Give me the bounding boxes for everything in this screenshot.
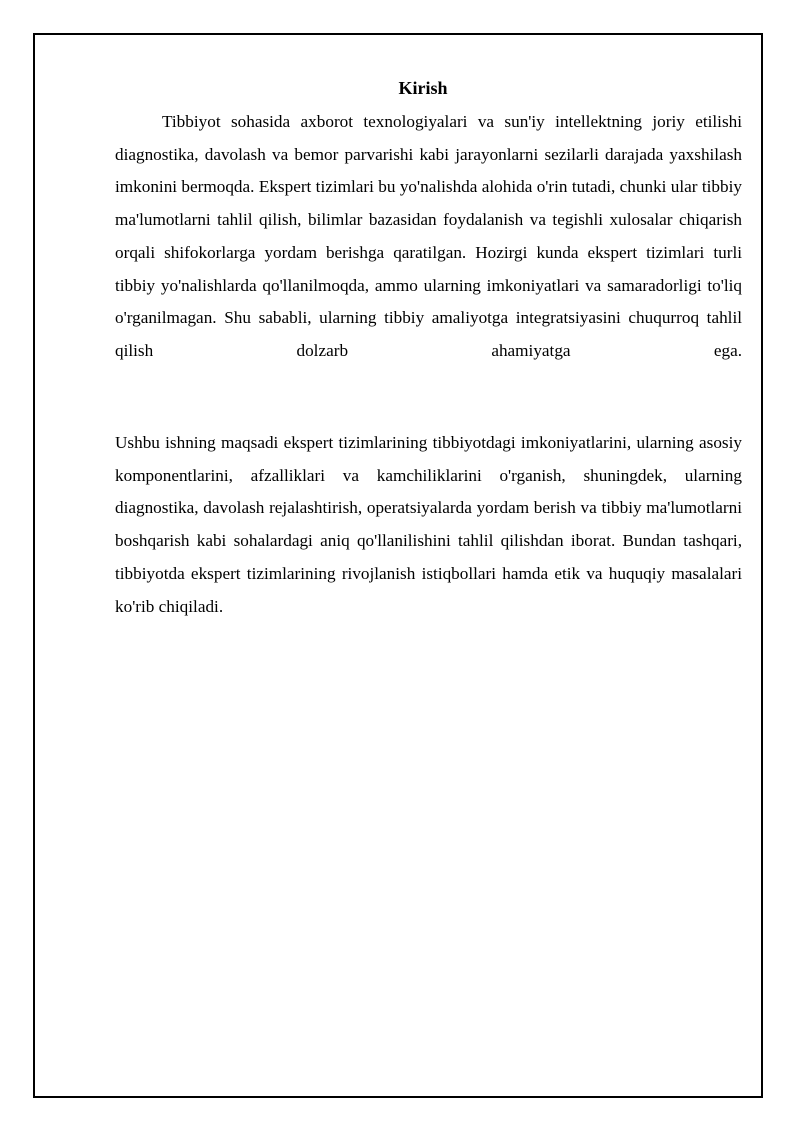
page-title: Kirish bbox=[398, 78, 448, 98]
intro-paragraph: Tibbiyot sohasida axborot texnologiyalari va sun'iy intellektning joriy etilishi diagnostika, davolash va bemor parvarishi kabi jarayonlarni sezilarli darajada yaxshilash imkonini bermoqda. Ekspert tizimlari bu yo'nalishda alohida o'rin tutadi, chunki ular tibbiy ma'lumotlarni tahlil qilish, bilimlar bazasidan foydalanish va tegishli xulosalar chiqarish orqali shifokorlarga yordam berishga qaratilgan. Hozirgi kunda ekspert tizimlari turli tibbiy yo'nalishlarda qo'llanilmoqda, ammo ularning imkoniyatlari va samaradorligi to'liq o'rganilmagan. Shu sababli, ularning tibbiy amaliyotga integratsiyasini chuqurroq tahlil qilish dolzarb ahamiyatga ega. bbox=[115, 112, 742, 360]
goal-paragraph: Ushbu ishning maqsadi ekspert tizimlarining tibbiyotdagi imkoniyatlarini, ularning asosiy komponentlarini, afzalliklari va kamchiliklarini o'rganish, shuningdek, ularning diagnostika, davolash rejalashtirish, operatsiyalarda yordam berish va tibbiy ma'lumotlarni boshqarish kabi sohalardagi aniq qo'llanilishini tahlil qilishdan iborat. Bundan tashqari, tibbiyotda ekspert tizimlarining rivojlanish istiqbollari hamda etik va huquqiy masalalari ko'rib chiqiladi. bbox=[115, 433, 742, 616]
